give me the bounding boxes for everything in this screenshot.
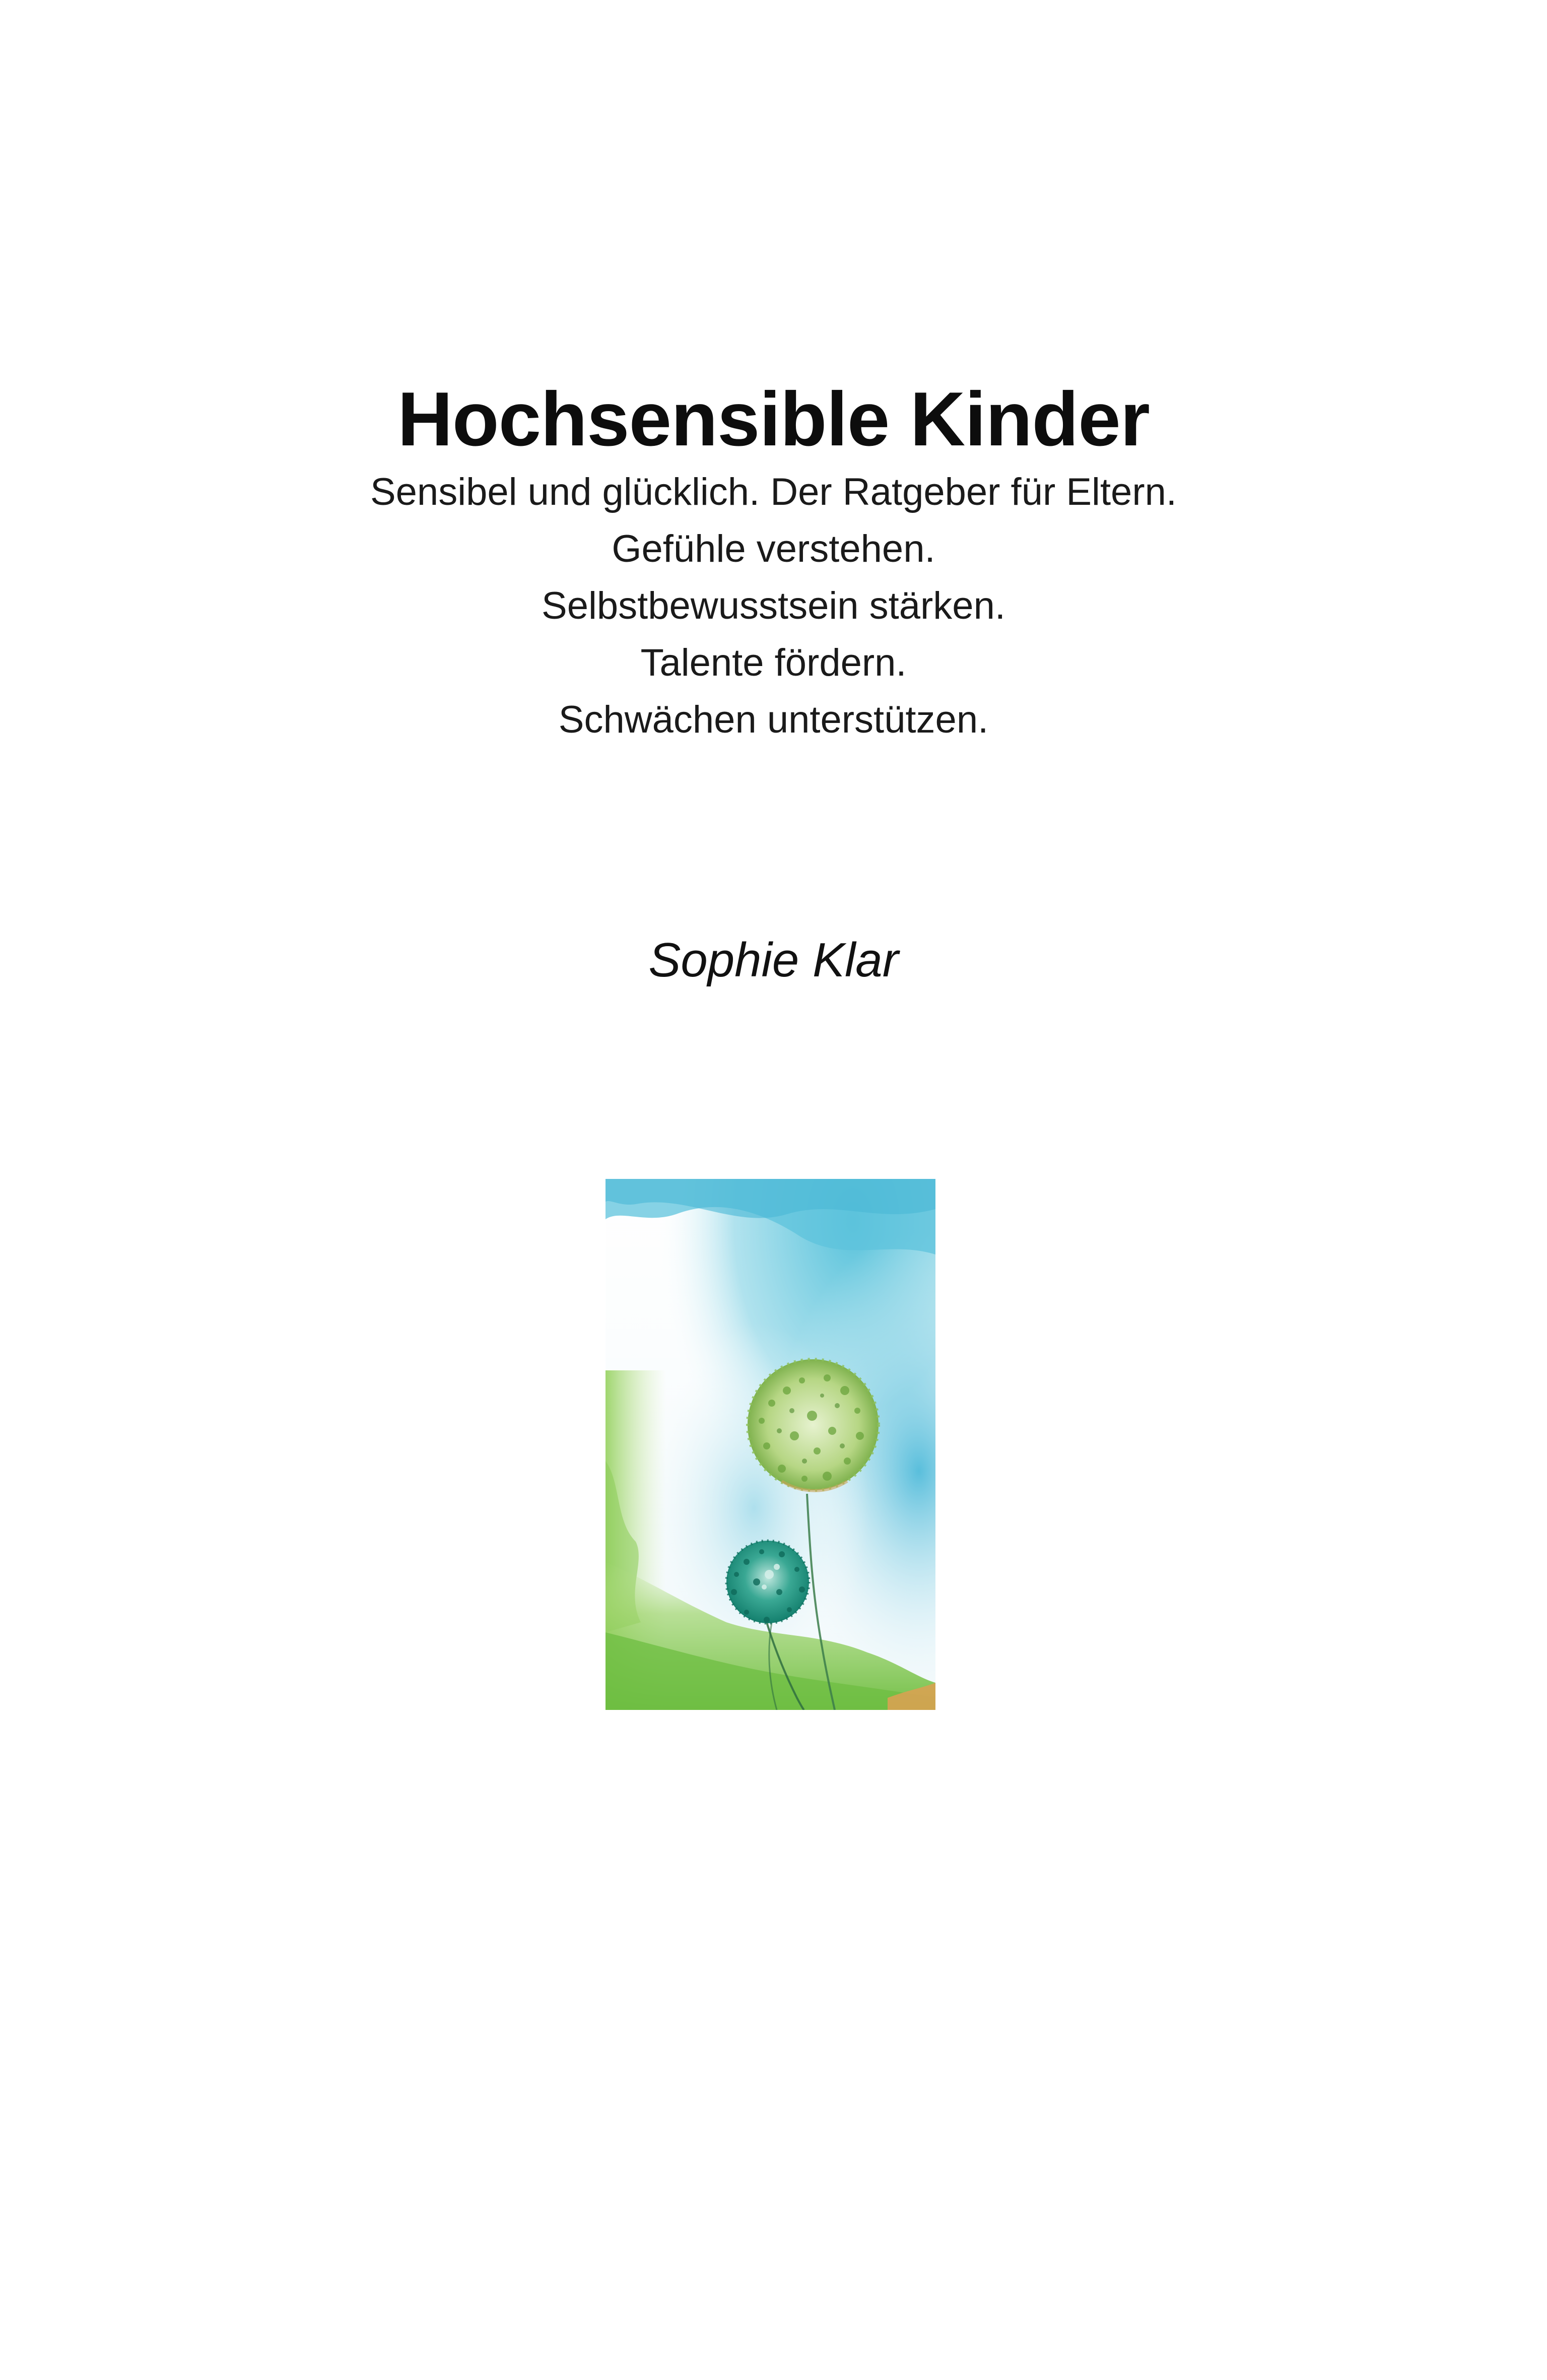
subtitle-line: Selbstbewusstsein stärken. bbox=[542, 584, 1005, 627]
author-name: Sophie Klar bbox=[648, 933, 899, 987]
subtitle-line: Sensibel und glücklich. Der Ratgeber für Eltern. bbox=[370, 471, 1177, 513]
subtitle-line: Schwächen unterstützen. bbox=[558, 698, 989, 741]
book-subtitle bbox=[0, 464, 1547, 748]
subtitle-line: Talente fördern. bbox=[640, 641, 907, 684]
book-title: Hochsensible Kinder bbox=[397, 376, 1150, 462]
illustration-canvas bbox=[606, 1179, 935, 1710]
lower-dandelion bbox=[726, 1541, 809, 1623]
upper-dandelion bbox=[748, 1359, 879, 1491]
subtitle-line: Gefühle verstehen. bbox=[612, 527, 935, 570]
watercolor-dandelion-illustration bbox=[606, 1179, 935, 1710]
